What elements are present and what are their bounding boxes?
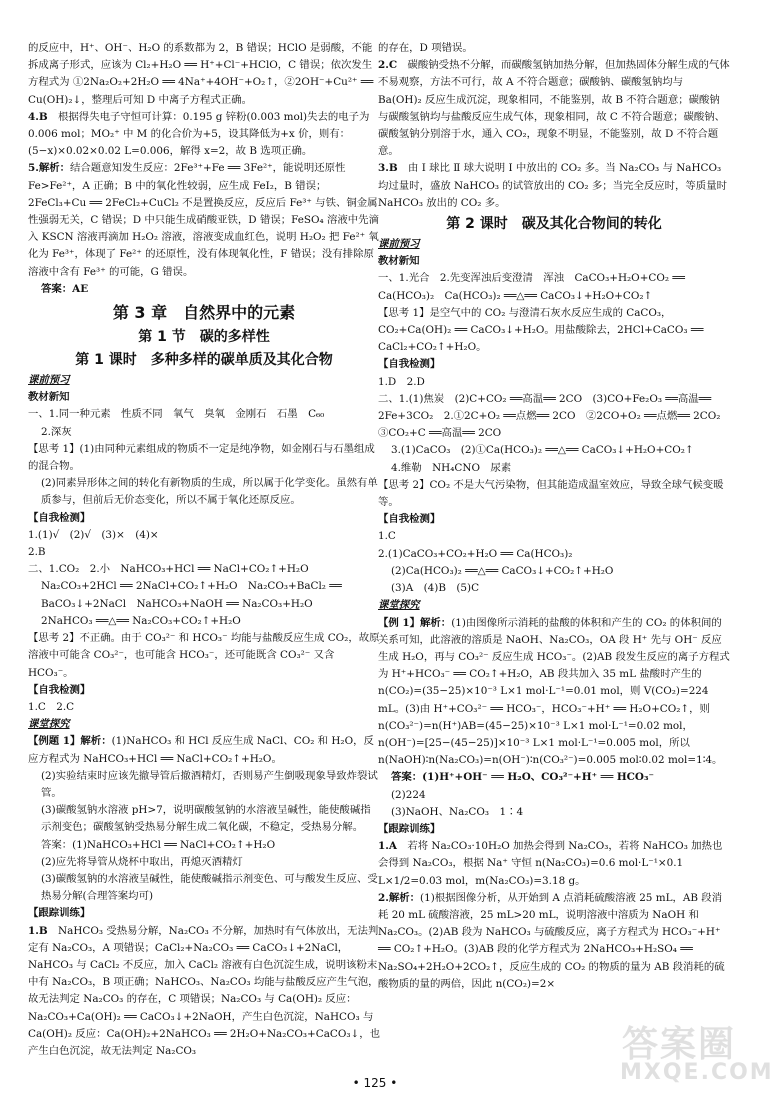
paragraph: 1.(1)√ (2)√ (3)× (4)× [28,528,159,541]
paragraph: 【思考 2】CO₂ 不是大气污染物，但其能造成温室效应，导致全球气候变暖等。 [378,478,724,509]
paragraph: NaHCO₃ 受热易分解，Na₂CO₃ 不分解，加热时有气体放出，无法判定有 Na₂CO₃，A 项错误；CaCl₂+Na₂CO₃ ══ CaCO₃↓+2NaCl，NaHCO₃ 与 CaCl₂ 不反应，加入 CaCl₂ 溶液有白色沉淀生成，说明该粉末中有 Na₂CO₃，B 项正确；NaHCO₃、Na₂CO₃ 均能与盐酸反应产生气泡，故无法判定 Na₂CO₃ 的存在，C 项错误；Na₂CO₃ 与 Ca(OH)₂ 反应：Na₂CO₃+Ca(OH)₂ ══ CaCO₃↓+2NaOH，产生白色沉淀，NaHCO₃ 与 Ca(OH)₂ 反应：Ca(OH)₂+2NaHCO₃ ══ 2H₂O+Na₂CO₃+CaCO₃↓，也产生白色沉淀，故无法判定 Na₂CO₃ [28,924,381,1057]
subsection-heading: 课堂探究 [378,599,420,612]
paragraph: 【思考 1】(1)由同种元素组成的物质不一定是纯净物，如金刚石与石墨组成的混合物。 [28,442,375,473]
paragraph: 【思考 1】是空气中的 CO₂ 与澄清石灰水反应生成的 CaCO₃，CO₂+Ca(OH)₂ ══ CaCO₃↓+H₂O。用盐酸除去，2HCl+CaCO₃ ══ CaCl₂+CO₂↑+H₂O。 [378,306,707,354]
chapter-title: 第 3 章 自然界中的元素 [112,303,296,323]
paragraph: 【思考 2】不正确。由于 CO₃²⁻ 和 HCO₃⁻ 均能与盐酸反应生成 CO₂，故原溶液中可能含 CO₃²⁻，也可能含 HCO₃⁻，还可能既含 CO₃²⁻ 又含 HCO₃⁻。 [28,632,380,679]
paragraph: 1.D 2.D [378,375,425,388]
watermark-text: 答案圈 [622,1024,737,1065]
paragraph: Ca(HCO₃)₂ Ca(HCO₃)₂ ══△══ CaCO₃↓+H₂O+CO₂↑ [378,289,653,302]
paragraph: 结合题意知发生反应：2Fe³⁺+Fe ══ 3Fe²⁺，能说明还原性 Fe>Fe²⁺，A 正确；B 中的氧化性较弱，应生成 FeI₂，B 错误；2FeCl₃+Cu ══ 2FeCl₂+CuCl₂ 不是置换反应，反应后 Fe³⁺ 与铁、铜金属性强弱无关，C 错误；D 中只能生成硝酸亚铁，D 错误；FeSO₄ 溶液中先滴入 KSCN 溶液再滴加 H₂O₂ 溶液，溶液变成血红色，说明 H₂O₂ 把 Fe²⁺ 氧化为 Fe³⁺，体现了 Fe²⁺ 的还原性，没有体现氧化性，F 错误；没有排除原溶液中含有 Fe³⁺ 的可能，G 错误。 [28,162,379,278]
paragraph: (1)由图像所示消耗的盐酸的体积和产生的 CO₂ 的体积间的关系可知，此溶液的溶质是 NaOH、Na₂CO₃，OA 段 H⁺ 先与 OH⁻ 反应生成 H₂O，再与 CO₃²⁻ 反应生成 HCO₃⁻。(2)AB 段发生反应的离子方程式为 H⁺+HCO₃⁻ ══ CO₂↑+H₂O，AB 段共加入 35 mL 盐酸时产生的 n(CO₂)=(35−25)×10⁻³ L×1 mol·L⁻¹=0.01 mol，则 V(CO₂)=224 mL。(3)由 H⁺+CO₃²⁻ ══ HCO₃⁻，HCO₃⁻+H⁺ ══ H₂O+CO₂↑，则 n(CO₃²⁻)=n(H⁺)AB=(45−25)×10⁻³ L×1 mol·L⁻¹=0.02 mol，n(OH⁻)=[25−(45−25)]×10⁻³ L×1 mol·L⁻¹=0.005 mol，所以 n(NaOH)∶n(Na₂CO₃)=n(OH⁻)∶n(CO₃²⁻)=0.005 mol∶0.02 mol=1∶4。 [378,616,730,767]
paragraph: 2.B [28,546,46,559]
item-label: 2.解析： [378,891,421,904]
item-label: 3.B [378,162,398,175]
left-column [28,40,380,1060]
right-column [378,40,730,993]
answer-line: 答案：(1)NaHCO₃+HCl ══ NaCl+CO₂↑+H₂O [41,838,276,851]
paragraph: (2)应先将导管从烧杯中取出，再熄灭酒精灯 [41,855,243,868]
paragraph: 若将 Na₂CO₃·10H₂O 加热会得到 Na₂CO₃，若将 NaHCO₃ 加热也会得到 Na₂CO₃，根据 Na⁺ 守恒 n(Na₂CO₃)=0.6 mol·L⁻¹×0.1 L×1/2=0.03 mol，m(Na₂CO₃)=3.18 g。 [378,840,723,887]
paragraph: 碳酸钠受热不分解，而碳酸氢钠加热分解，但加热固体分解生成的气体不易观察，方法不可行，故 A 不符合题意；碳酸钠、碳酸氢钠均与 Ba(OH)₂ 反应生成沉淀，现象相同，不能鉴别，故 B 不符合题意；碳酸钠与碳酸氢钠均与盐酸反应生成气体，现象相同，故 C 不符合题意；碳酸钠、碳酸氢钠分别溶于水，通入 CO₂，现象不明显，不能鉴别，故 D 不符合题意。 [378,59,730,158]
paragraph: 的存在，D 项错误。 [378,42,473,54]
page-number: • 125 • [352,1076,398,1090]
paragraph: (3)NaOH、Na₂CO₃ 1∶4 [391,805,524,818]
paragraph: (2)224 [391,788,426,801]
paragraph: (3)A (4)B (5)C [391,582,480,595]
paragraph: 1.C 2.C [28,700,75,713]
subsection-heading: 课堂探究 [28,718,70,731]
subsection-heading: 【自我检测】 [378,358,441,371]
paragraph: 1.C [378,530,396,543]
watermark-logo [616,1016,774,1090]
answer-line: 答案：(1)H⁺+OH⁻ ══ H₂O、CO₃²⁻+H⁺ ══ HCO₃⁻ [391,771,654,784]
paragraph: 2.深灰 [41,425,72,438]
subsection-heading: 【跟踪训练】 [28,907,91,920]
paragraph: (3)碳酸氢钠的水溶液呈碱性，能使酸碱指示剂变色、可与酸发生反应、受热易分解(合理答案均可) [41,872,378,903]
paragraph: 二、1.(1)焦炭 (2)C+CO₂ ══高温══ 2CO (3)CO+Fe₂O₃ ══高温══ 2Fe+3CO₂ 2.①2C+O₂ ══点燃══ 2CO ②2CO+O₂ ══点燃══ 2CO₂ ③CO₂+C ══高温══ 2CO [378,392,731,440]
item-label: 1.A [378,840,397,853]
paragraph: 根据得失电子守恒可计算：0.195 g 锌粉(0.003 mol)失去的电子为 0.006 mol；MO₂⁺ 中 M 的化合价为+5，设其降低为+x 价，则有：(5−x)×0.02×0.02 L=0.006，解得 x=2，故 B 选项正确。 [28,110,373,158]
paragraph: (1)根据图像分析，从开始到 A 点消耗硫酸溶液 25 mL，AB 段消耗 20 mL 硫酸溶液，25 mL>20 mL，说明溶液中溶质为 NaOH 和 Na₂CO₃。(2)AB 段为 NaHCO₃ 与硫酸反应，离子方程式为 HCO₃⁻+H⁺ ══ CO₂↑+H₂O。(3)AB 段的化学方程式为 2NaHCO₃+H₂SO₄ ══ Na₂SO₄+2H₂O+2CO₂↑，反应生成的 CO₂ 的物质的量为 AB 段消耗的硫酸物质的量的两倍，因此 n(CO₂)=2× [378,891,725,990]
paragraph: (2)Ca(HCO₃)₂ ══△══ CaCO₃↓+CO₂↑+H₂O [391,564,614,577]
paragraph: 4.维勒 NH₄CNO 尿素 [391,461,512,474]
item-label: 【例题 1】解析： [28,735,112,748]
paragraph: 2NaHCO₃ ══△══ Na₂CO₃+CO₂↑+H₂O [41,614,241,627]
subsection-heading: 【自我检测】 [378,513,441,526]
paragraph: (3)碳酸氢钠水溶液 pH>7，说明碳酸氢钠的水溶液呈碱性，能使酸碱指示剂变色；碳酸氢钠受热易分解生成二氧化碳，不稳定，受热易分解。 [41,804,371,834]
item-label: 5.解析： [28,162,71,175]
subsection-heading: 教材新知 [378,255,420,268]
paragraph: (2)同素异形体之间的转化有新物质的生成，所以属于化学变化。虽然有单质参与，但前后无价态变化，所以不属于氧化还原反应。 [41,477,378,507]
subsection-heading: 【跟踪训练】 [378,822,441,835]
lesson-title: 第 2 课时 碳及其化合物间的转化 [446,216,662,233]
paragraph: 一、1.光合 2.先变浑浊后变澄清 浑浊 CaCO₃+H₂O+CO₂ ══ [378,272,685,285]
paragraph: (2)实验结束时应该先撤导管后撤酒精灯，否则易产生倒吸现象导致炸裂试管。 [41,769,378,799]
watermark-url: MXQE.COM [620,1060,774,1085]
answer-line: 答案：AE [41,282,89,295]
item-label: 2.C [378,59,398,72]
item-label: 1.B [28,924,48,937]
paragraph: 2.(1)CaCO₃+CO₂+H₂O ══ Ca(HCO₃)₂ [378,547,573,560]
paragraph: 一、1.同一种元素 性质不同 氧气 臭氧 金刚石 石墨 C₆₀ [28,408,325,421]
paragraph: 由 Ⅰ 球比 Ⅱ 球大说明 Ⅰ 中放出的 CO₂ 多。当 Na₂CO₃ 与 NaHCO₃ 均过量时，盛放 NaHCO₃ 的试管放出的 CO₂ 多；当完全反应时，等质量时 NaHCO₃ 放出的 CO₂ 多。 [378,162,731,209]
subsection-heading: 课前预习 [378,238,420,251]
subsection-heading: 【自我检测】 [28,511,91,524]
subsection-heading: 【自我检测】 [28,683,91,696]
lesson-title: 第 1 课时 多种多样的碳单质及其化合物 [75,352,333,369]
item-label: 4.B [28,110,48,123]
paragraph: 3.(1)CaCO₃ (2)①Ca(HCO₃)₂ ══△══ CaCO₃↓+H₂O+CO₂↑ [391,444,694,457]
paragraph: Na₂CO₃+2HCl ══ 2NaCl+CO₂↑+H₂O Na₂CO₃+BaCl₂ ══ BaCO₃↓+2NaCl NaHCO₃+NaOH ══ Na₂CO₃+H₂O [41,580,346,610]
subsection-heading: 课前预习 [28,374,70,387]
paragraph: 二、1.CO₂ 2.小 NaHCO₃+HCl ══ NaCl+CO₂↑+H₂O [28,563,309,576]
subsection-heading: 教材新知 [28,391,70,404]
section-title: 第 1 节 碳的多样性 [138,329,270,346]
paragraph: 的反应中，H⁺、OH⁻、H₂O 的系数都为 2，B 错误；HClO 是弱酸，不能拆成离子形式，应该为 Cl₂+H₂O ══ H⁺+Cl⁻+HClO，C 错误；依次发生方程式为 ①2Na₂O₂+2H₂O ══ 4Na⁺+4OH⁻+O₂↑，②2OH⁻+Cu²⁺ ══ Cu(OH)₂↓，整理后可知 D 中离子方程式正确。 [28,42,377,106]
paragraph: (1)NaHCO₃ 和 HCl 反应生成 NaCl、CO₂ 和 H₂O，反应方程式为 NaHCO₃+HCl ══ NaCl+CO₂↑+H₂O。 [28,735,374,765]
item-label: 【例 1】解析： [378,616,452,629]
